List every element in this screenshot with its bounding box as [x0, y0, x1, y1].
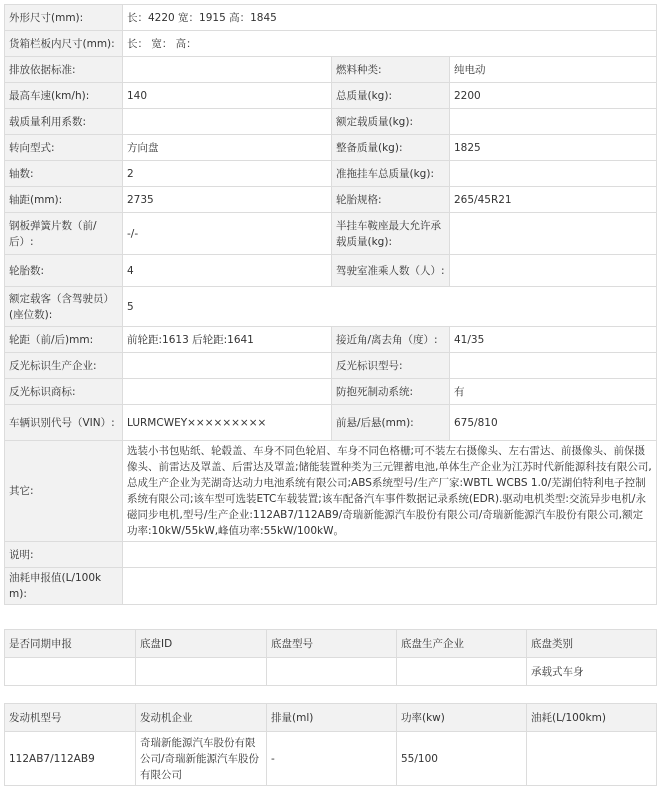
param-label: 半挂车鞍座最大允许承载质量(kg):	[332, 213, 450, 255]
column-header: 功率(kw)	[397, 704, 527, 732]
param-label: 货箱栏板内尺寸(mm):	[5, 31, 123, 57]
param-value: 4	[123, 255, 332, 287]
param-value	[450, 161, 657, 187]
vehicle-parameters-table	[4, 4, 657, 605]
param-label: 轮胎规格:	[332, 187, 450, 213]
param-value	[123, 57, 332, 83]
param-label: 说明:	[5, 542, 123, 568]
table-cell: 承载式车身	[527, 658, 657, 686]
column-header: 底盘ID	[136, 630, 267, 658]
param-value: 140	[123, 83, 332, 109]
column-header: 底盘生产企业	[397, 630, 527, 658]
column-header: 发动机型号	[5, 704, 136, 732]
param-label: 反光标识生产企业:	[5, 353, 123, 379]
param-value: 方向盘	[123, 135, 332, 161]
param-label: 整备质量(kg):	[332, 135, 450, 161]
param-label: 载质量利用系数:	[5, 109, 123, 135]
param-label: 准拖挂车总质量(kg):	[332, 161, 450, 187]
param-value: 41/35	[450, 327, 657, 353]
column-header: 排量(ml)	[267, 704, 397, 732]
param-label: 车辆识别代号（VIN）:	[5, 405, 123, 441]
param-value: 有	[450, 379, 657, 405]
param-label: 反光标识型号:	[332, 353, 450, 379]
engine-table	[4, 703, 657, 786]
param-value: LURMCWEY×××××××××	[123, 405, 332, 441]
table-cell: -	[267, 732, 397, 786]
param-label: 排放依据标准:	[5, 57, 123, 83]
param-value	[123, 542, 657, 568]
param-value: 675/810	[450, 405, 657, 441]
column-header: 发动机企业	[136, 704, 267, 732]
param-value	[450, 353, 657, 379]
param-label: 总质量(kg):	[332, 83, 450, 109]
param-label: 其它:	[5, 441, 123, 542]
param-value: 1825	[450, 135, 657, 161]
param-label: 额定载客（含驾驶员）(座位数):	[5, 287, 123, 327]
column-header: 底盘型号	[267, 630, 397, 658]
param-label: 轴数:	[5, 161, 123, 187]
param-value	[450, 255, 657, 287]
param-value: 2	[123, 161, 332, 187]
table-cell	[267, 658, 397, 686]
param-value	[123, 568, 657, 605]
param-label: 接近角/离去角（度）:	[332, 327, 450, 353]
column-header: 底盘类别	[527, 630, 657, 658]
param-value: 265/45R21	[450, 187, 657, 213]
param-value	[123, 109, 332, 135]
param-value: 2200	[450, 83, 657, 109]
param-label: 最高车速(km/h):	[5, 83, 123, 109]
param-label: 钢板弹簧片数（前/后）:	[5, 213, 123, 255]
param-value: 5	[123, 287, 657, 327]
param-value-other: 选装小书包贴纸、轮毂盖、车身不同色轮眉、车身不同色格栅;可不装左右摄像头、左右雷达、前摄像头、前保摄像头、前雷达及罩盖、后雷达及罩盖;储能装置种类为三元锂蓄电池,单体生产企业为江苏时代新能源科技有限公司,总成生产企业为芜湖奇达动力电池系统有限公司;ABS系统型号/生产厂家:WBTL WCBS 1.0/芜湖伯特利电子控制系统有限公司;该车型可选装ETC车载装置;该车配备汽车事件数据记录系统(EDR).驱动电机类型:交流异步电机/永磁同步电机,型号/生产企业:112AB7/112AB9/奇瑞新能源汽车股份有限公司/奇瑞新能源汽车股份有限公司,额定功率:10kW/55kW,峰值功率:55kW/100kW。	[123, 441, 657, 542]
param-value: 前轮距:1613 后轮距:1641	[123, 327, 332, 353]
param-label: 轴距(mm):	[5, 187, 123, 213]
param-value	[450, 213, 657, 255]
param-label: 前悬/后悬(mm):	[332, 405, 450, 441]
param-label: 燃料种类:	[332, 57, 450, 83]
param-label: 防抱死制动系统:	[332, 379, 450, 405]
table-cell: 奇瑞新能源汽车股份有限公司/奇瑞新能源汽车股份有限公司	[136, 732, 267, 786]
table-row	[5, 732, 657, 786]
param-label: 反光标识商标:	[5, 379, 123, 405]
param-value	[123, 353, 332, 379]
param-value: 2735	[123, 187, 332, 213]
param-label: 轮胎数:	[5, 255, 123, 287]
table-row	[5, 658, 657, 686]
param-value	[450, 109, 657, 135]
param-label: 外形尺寸(mm):	[5, 5, 123, 31]
param-value: -/-	[123, 213, 332, 255]
param-value: 纯电动	[450, 57, 657, 83]
table-cell: 112AB7/112AB9	[5, 732, 136, 786]
table-cell	[397, 658, 527, 686]
param-label: 油耗申报值(L/100km):	[5, 568, 123, 605]
table-cell	[136, 658, 267, 686]
param-value: 长：4220 宽：1915 高：1845	[123, 5, 657, 31]
param-label: 转向型式:	[5, 135, 123, 161]
table-cell	[5, 658, 136, 686]
param-label: 轮距（前/后)mm:	[5, 327, 123, 353]
param-value: 长： 宽： 高：	[123, 31, 657, 57]
chassis-table	[4, 629, 657, 686]
table-cell: 55/100	[397, 732, 527, 786]
param-label: 额定载质量(kg):	[332, 109, 450, 135]
table-cell	[527, 732, 657, 786]
param-value	[123, 379, 332, 405]
param-label: 驾驶室准乘人数（人）:	[332, 255, 450, 287]
column-header: 是否同期申报	[5, 630, 136, 658]
column-header: 油耗(L/100km)	[527, 704, 657, 732]
